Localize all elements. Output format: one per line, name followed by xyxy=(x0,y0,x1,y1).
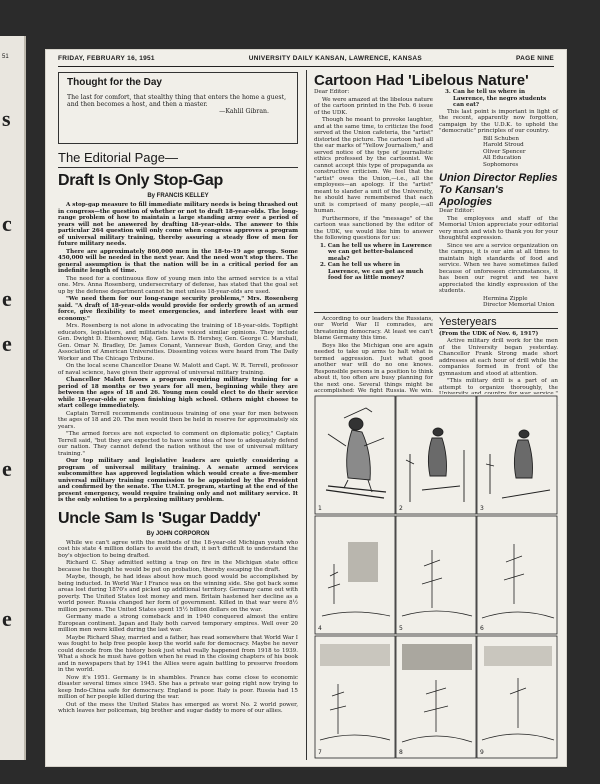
letter-question: 1. Can he tell us where in Lawrence we can get better-balanced meals? xyxy=(320,242,432,262)
article-paragraph: Now it's 1951. Germany is in shambles. France has come close to economic disaster several times since 1945. She has a private war going right now trying to keep Indo-China safe for democracy. England is poor. Italy is poor. Russia had 15 million of her people killed during the war. xyxy=(58,674,298,700)
union-signer: Director Memorial Union xyxy=(483,302,555,308)
adjacent-page-glyph: e xyxy=(2,456,12,481)
article-paragraph: Mrs. Rosenberg is not alone in advocating the training of 18-year-olds. Topflight educators, legislators, and militarists have voiced similar opinions. They include Gen. Dwight D. Eisenhower, Maj. Gen. Lewis B. Hershey, Gen. George C. Marshall, Gen. Omar N. Bradley, Dr. James Conant, Vannevar Bush, Gordon Gray, and the Association of American Universities. Dissenting voices were heard from The Daily Worker and The Chicago Tribune. xyxy=(58,323,298,362)
masthead xyxy=(58,55,554,65)
thought-author: —Kahlil Gibran. xyxy=(219,108,269,116)
adjacent-page-glyph: e xyxy=(2,331,12,356)
letter-paragraph: Though he meant to provoke laughter, and at the same time, to criticize the food served at the Union cafeteria, the "artist" distorted the picture. The cartoon had all the ear marks of "Yellow Journalism," and served notice of the type of journalistic ethics professed by the cartoonist. We cannot accept this type of propaganda as constructive criticism. We feel that the "artist" owes the Union,—i.e., all the employees—an apology. If the "artist" meant to slander a unit of the University, he should have remembered that each unit is comprised of many people,—all human. xyxy=(314,117,433,214)
article-paragraph: Maybe Richard Shay, married and a father, has read somewhere that World War I was fought to help free people keep the world safe for democracy. Maybe he never could decode from the history book just what really happened from 1918 to 1939. What a shock he must have gotten when he read in the closing chapters of his book and in newspapers that by 1941 the Allies were again battling to preserve freedom in the world. xyxy=(58,634,298,673)
comic-panel-number: 7 xyxy=(318,749,322,756)
adjacent-page-edge xyxy=(0,36,26,760)
masthead-date: FRIDAY, FEBRUARY 16, 1951 xyxy=(58,55,155,62)
article-paragraph: The need for a continuous flow of young men into the armed service is a vital one. Mrs. Anna Rosenberg, undersecretary of defense, has stated that the goal set up by the defense department cannot be met unless 18-year-olds are used. xyxy=(58,275,298,295)
masthead-rule xyxy=(58,66,554,67)
thought-title: Thought for the Day xyxy=(67,77,162,88)
article-headline: Uncle Sam Is 'Sugar Daddy' xyxy=(58,509,261,527)
adjacent-page-glyph: e xyxy=(2,606,12,631)
comic-panel-number: 6 xyxy=(480,625,484,632)
article-body xyxy=(58,202,298,504)
letter-paragraph: We were amazed at the libelous nature of the cartoon printed in the Feb. 6 issue of the UDK. xyxy=(314,96,433,116)
letter-paragraph: Furthermore, if the "message" of the cartoon was sanctioned by the editor of the UDK, we would like him to answer the following questions for us: xyxy=(314,215,433,241)
letter-question: 3. Can he tell us where in Lawrence, the negro students can eat? xyxy=(445,89,547,108)
yesteryears-paragraph: "This military drill is a part of an attempt to organize thoroughly, the xyxy=(439,378,558,391)
yesteryears-paragraph: Active military drill work for the men of the University began yesterday. Chancellor Frank Strong made short addresses at each hour of drill while the companies formed in front of the gymnasium and stood at attention. xyxy=(439,338,558,377)
letter-signer: Harold Stroud xyxy=(483,142,524,148)
letter-signer: All Education Sophomores xyxy=(483,155,522,168)
letter-headline: Cartoon Had 'Libelous Nature' xyxy=(314,72,529,89)
article-paragraph: Richard C. Shay admitted setting a trap on fire in the Michigan state office because he thought he would be put on probation, thereby escaping the draft. xyxy=(58,560,298,573)
letter-signer: Oliver Spencer xyxy=(483,148,526,155)
letter-closing: This last point is important in light of the recent, apparently now forgotten, campaign by the U.D.K. to uphold the "democratic" principles of our country. xyxy=(439,108,558,134)
comic-panel-number: 1 xyxy=(318,505,322,512)
thought-text: The last for comfort, that stealthy thing that enters the home a guest, and then becomes a host, and then a master. xyxy=(67,94,287,109)
comic-strip-drawing xyxy=(314,394,558,760)
letter-salutation: Dear Editor: xyxy=(314,89,350,95)
newspaper-page xyxy=(46,50,566,766)
comic-panel-number: 3 xyxy=(480,505,484,512)
article-paragraph: Chancellor Malott favors a program requiring military training for a period of 18 months or two years for all men, beginning while they are between the ages of 18 and 26. Young men could elect to do their service while 18-year-olds or upon finishing high school. Others might choose to start college immediately. xyxy=(58,377,298,409)
comic-panel-number: 2 xyxy=(399,505,403,512)
letter-question: 2. Can he tell us where in Lawrence, we can get as much food for as little money? xyxy=(320,262,424,281)
thought-box xyxy=(58,72,298,144)
article-paragraph: Out of the mess the United States has emerged as worst No. 2 world power, which leaves her policeman, big brother and sugar daddy to more of our allies. xyxy=(58,701,298,714)
union-paragraph: The employees and staff of the Memorial Union appreciate your editorial very much and wish to thank you for your thoughtful expression. xyxy=(439,215,558,241)
article-paragraph: "The armed forces are not expected to comment on diplomatic policy," Captain Terrell said, "but they are expected to have some idea of how to adequately defend our nation. They cannot defend the nation without the use of universal military training." xyxy=(58,431,298,457)
adjacent-page-glyph: c xyxy=(2,211,12,236)
article-paragraph: Our top military and legislative leaders are quietly considering a program of universal military training. A senate armed services subcommittee has approved legislation which would create a five-member universal military training commission to be appointed by the President and confirmed by the senate. The U.M.T. program, starting at the end of the present emergency, would require training only and not military service. It is the only solution to a perplexing military problem. xyxy=(58,458,298,503)
comic-panel-number: 8 xyxy=(399,749,403,756)
article-paragraph: Maybe, though, he had ideas about how much good would be accomplished by being inducted. In World War I France was on the winning side. She got back some areas lost during 1870's and picked up additional territory. Germany came out with poverty. The United States lost money and men. Britain hastened her decline as a world power. Russia changed her form of government. Killed in that war were 8½ million persons. The United States spent 15½ billion dollars on the war. xyxy=(58,574,298,613)
section-rule xyxy=(314,312,558,313)
article-paragraph: Germany made a strong comeback and in 1940 conquered almost the entire European continent. Japan and Italy both carved temporary empires. Well over 20 million men were killed during the last war. xyxy=(58,614,298,633)
article-paragraph: While we can't agree with the methods of the 18-year-old Michigan youth who cost his state 4 million dollars to avoid the draft, it isn't difficult to understand the boy's objection to being drafted. xyxy=(58,539,298,559)
article-paragraph: "We need them for our long-range security problems," Mrs. Rosenberg said. "A draft of 18-year-olds would provide for orderly growth of an armed force, give flexibility to meet emergencies, and interfere least with our economy." xyxy=(58,296,298,322)
masthead-paper: UNIVERSITY DAILY KANSAN, LAWRENCE, KANSAS xyxy=(248,55,423,62)
column-divider xyxy=(306,70,307,760)
editorial-page-label: The Editorial Page— xyxy=(58,150,298,168)
union-headline: Union Director Replies To Kansan's Apologies xyxy=(439,172,558,208)
comic-strip xyxy=(314,394,558,760)
letter-cartoon xyxy=(314,89,433,309)
masthead-page: PAGE NINE xyxy=(516,55,554,62)
comic-panel-number: 5 xyxy=(399,625,403,632)
article-paragraph: A stop-gap measure to fill immediate military needs is being thrashed out in congress—the question of whether or not to draft 18-year-olds. The long-range problem of how to maintain a large standing army over a period of years will not be answered by drafting 18-year-olds. The answer to this particular 264 question will only come when congress approves a program of universal military training, thereby assuring a steady flow of men for future military needs. xyxy=(58,202,298,247)
adjacent-page-number: 51 xyxy=(2,54,9,60)
article-paragraph: There are approximately 860,000 men in the 18-to-19 age group. Some 450,000 will be needed in the next year. And the need won't stop there. The general assumption is that the nation will be in a critical period for an indefinite length of time. xyxy=(58,248,298,274)
yesteryears-title: Yesteryears xyxy=(439,316,558,329)
yesteryears-dateline: (From the UDK of Nov. 6, 1917) xyxy=(439,330,539,337)
left-column xyxy=(58,72,298,716)
adjacent-page-glyph: e xyxy=(2,286,12,311)
article-byline: By JOHN CORPORON xyxy=(146,530,210,537)
letter-signer: Bill Schuben xyxy=(483,135,519,142)
union-paragraph: Since we are a service organization on the campus, it is our aim at all times to maintain high standards of food and service. When we have sometimes failed because of unforeseen circumstances, it has been our regret and we have appreciated the kindly expression of the students. xyxy=(439,242,558,294)
adjacent-page-glyph: s xyxy=(2,106,11,131)
democracy-paragraph: Boys like the Michigan one are again needed to take up arms to halt what is termed aggression. Just what good another war will do no one knows. Responsible persons in a position to think about it, too often are busy planning for the next one. Several things might be accomplished: We fight Russia. We win. xyxy=(314,342,433,394)
article-headline: Draft Is Only Stop-Gap xyxy=(58,172,223,189)
letter-continued xyxy=(439,89,558,309)
comic-panel-number: 9 xyxy=(480,749,484,756)
article-byline: By FRANCIS KELLEY xyxy=(147,193,209,199)
union-salutation: Dear Editor: xyxy=(439,208,475,214)
article-paragraph: Captain Terrell recommends continuous training of one year for men between the ages of 18 and 20. The men would then be held in reserve for approximately six years. xyxy=(58,410,298,430)
letters-section xyxy=(314,89,558,309)
democracy-paragraph: According to our leaders the Russians, our World War II comrades, are threatening democracy. At least we can't blame Germany this time. xyxy=(314,315,433,341)
comic-panel-number: 4 xyxy=(318,625,322,632)
union-signer: Hermina Zipple xyxy=(483,295,528,302)
article-body xyxy=(58,540,298,715)
article-paragraph: On the local scene Chancellor Deane W. Malott and Capt. W. R. Terrell, professor of naval science, have given their approval of universal military training. xyxy=(58,363,298,376)
